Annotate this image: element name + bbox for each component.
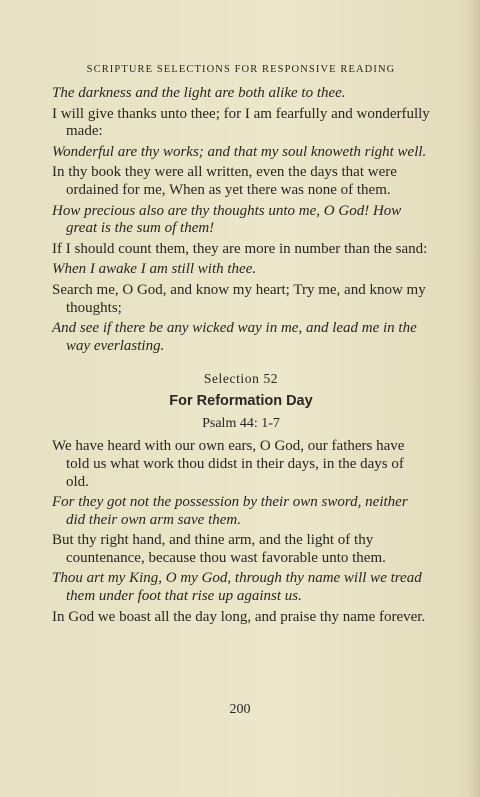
leader-verse: In God we boast all the day long, and praise thy name forever. [52,608,426,625]
leader-verse: But thy right hand, and thine arm, and the light of thy countenance, because thou wast favorable unto them. [52,532,386,566]
response-verse: How precious also are thy thoughts unto me, O God! How great is the sum of them! [52,202,402,237]
selection-title: For Reformation Day [169,393,313,410]
verses-top [52,85,430,355]
page-content [52,64,430,629]
leader-verse: Search me, O God, and know my heart; Try me, and know my thoughts; [52,281,426,316]
psalm-reference: Psalm 44: 1-7 [202,416,280,432]
running-header: SCRIPTURE SELECTIONS FOR RESPONSIVE READING [86,64,396,75]
leader-verse: In thy book they were all written, even the days that were ordained for me, When as yet there was none of them. [52,164,397,198]
verses-bottom [52,438,430,626]
leader-verse: If I should count them, they are more in number than the sand: [52,240,428,257]
response-verse: When I awake I am still with thee. [52,261,257,278]
response-verse: For they got not the possession by their own sword, neither did their own arm save them. [52,494,408,528]
page-edge-shadow [466,0,480,797]
response-verse: Thou art my King, O my God, through thy name will we tread them under foot that rise up against us. [52,570,422,605]
leader-verse: I will give thanks unto thee; for I am fearfully and wonderfully made: [52,105,430,140]
response-verse: The darkness and the light are both alike to thee. [52,85,346,101]
page-number: 200 [229,702,251,717]
response-verse: And see if there be any wicked way in me, and lead me in the way everlasting. [52,320,417,354]
selection-heading: Selection 52 [203,371,279,387]
response-verse: Wonderful are thy works; and that my soul knoweth right well. [52,143,427,160]
leader-verse: We have heard with our own ears, O God, our fathers have told us what work thou didst in their days, in the days of old. [52,438,405,490]
